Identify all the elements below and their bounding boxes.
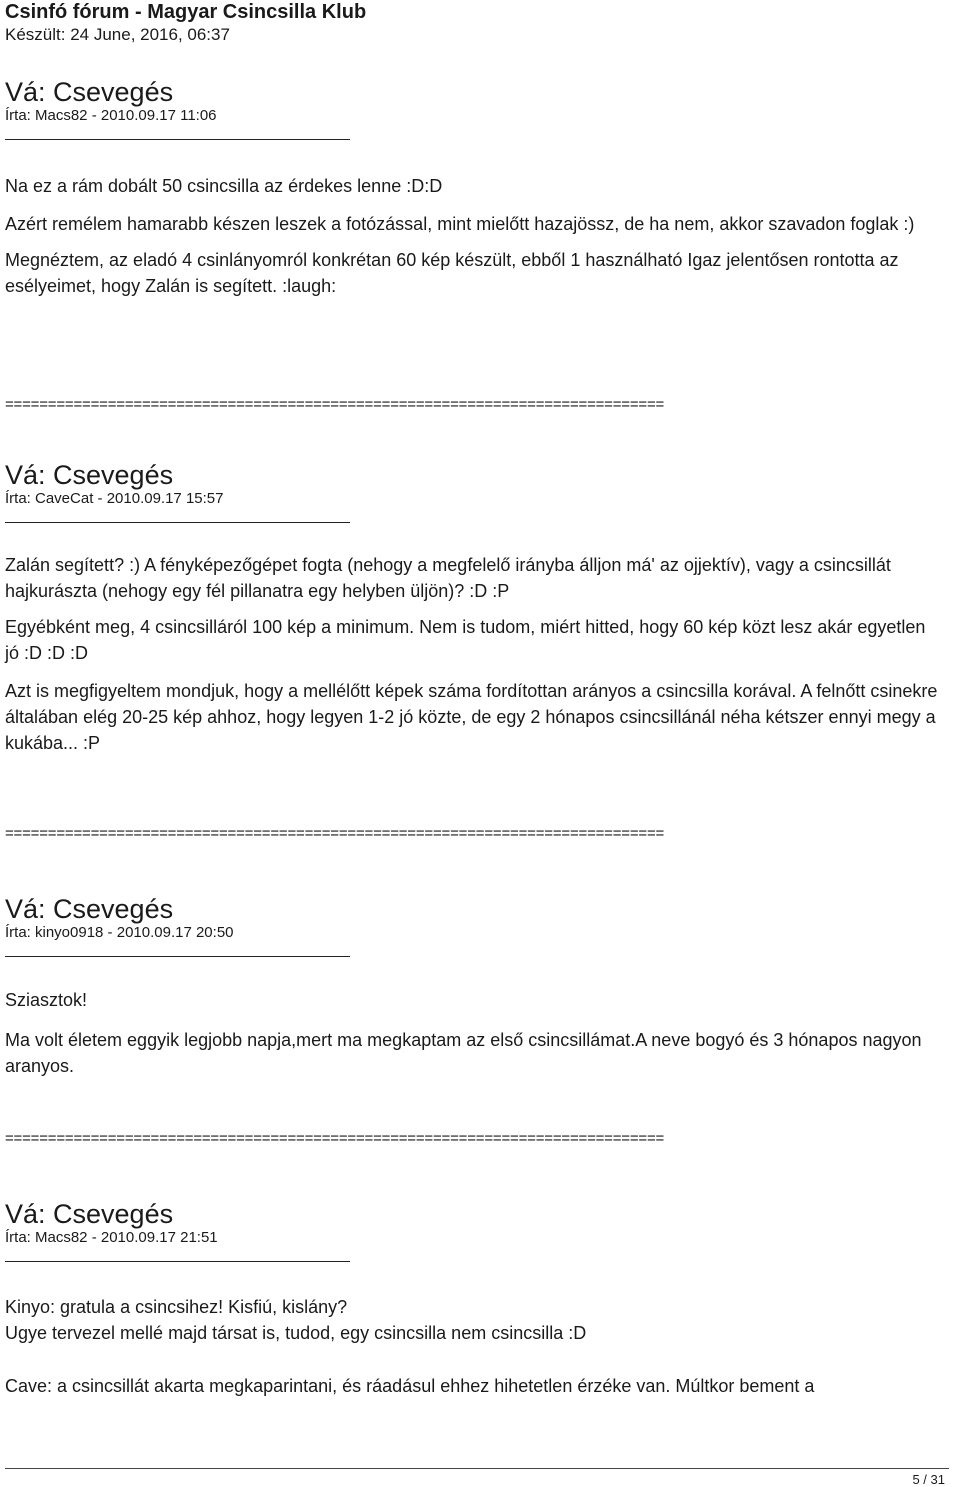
post-byline: Írta: kinyo0918 - 2010.09.17 20:50: [5, 924, 234, 941]
post-byline: Írta: CaveCat - 2010.09.17 15:57: [5, 490, 224, 507]
post: [5, 461, 940, 756]
site-title: Csinfó fórum - Magyar Csincsilla Klub: [5, 1, 367, 23]
post-paragraph: Na ez a rám dobált 50 csincsilla az érdekes lenne :D:D: [5, 176, 443, 196]
byline-rule: [5, 956, 350, 957]
post-title: Vá: Csevegés: [5, 894, 174, 924]
post-paragraph: Egyébként meg, 4 csincsilláról 100 kép a minimum. Nem is tudom, miért hitted, hogy 60 kép közt lesz akár egyetlen jó :D :D :D: [5, 617, 926, 663]
post-paragraph: Ugye tervezel mellé majd társat is, tudod, egy csincsilla nem csincsilla :D: [5, 1323, 587, 1343]
post-paragraph: Azért remélem hamarabb készen leszek a fotózással, mint mielőtt hazajössz, de ha nem, akkor szavadon foglak :): [5, 214, 915, 234]
byline-rule: [5, 1261, 350, 1262]
post-paragraph: Kinyo: gratula a csincsihez! Kisfiú, kislány?: [5, 1297, 348, 1317]
post: [5, 78, 940, 299]
post-paragraph: Ma volt életem eggyik legjobb napja,mert ma megkaptam az első csincsillámat.A neve bogyó és 3 hónapos nagyon aranyos.: [5, 1030, 922, 1076]
post-paragraph: Sziasztok!: [5, 990, 88, 1010]
post-title: Vá: Csevegés: [5, 77, 174, 107]
post-separator: =============================================================================: [5, 396, 665, 413]
post-paragraph: Azt is megfigyeltem mondjuk, hogy a mellélőtt képek száma fordítottan arányos a csincsilla korával. A felnőtt csinekre általában elég 20-25 kép ahhoz, hogy legyen 1-2 jó közte, de egy 2 hónapos csincsillánál néha kétszer ennyi megy a kukába... :P: [5, 681, 938, 753]
page-number: 5 / 31: [912, 1472, 945, 1487]
post-title: Vá: Csevegés: [5, 1199, 174, 1229]
post: [5, 1200, 940, 1399]
post-separator: =============================================================================: [5, 825, 665, 842]
post-paragraph: Cave: a csincsillát akarta megkaparintani, és ráadásul ehhez hihetetlen érzéke van. Múltkor bement a: [5, 1376, 815, 1396]
post-title: Vá: Csevegés: [5, 460, 174, 490]
post-paragraph: Megnéztem, az eladó 4 csinlányomról konkrétan 60 kép készült, ebből 1 használható Igaz jelentősen rontotta az esélyeimet, hogy Zalán is segített. :laugh:: [5, 250, 899, 296]
byline-rule: [5, 522, 350, 523]
post: [5, 895, 940, 1079]
post-paragraph: Zalán segített? :) A fényképezőgépet fogta (nehogy a megfelelő irányba álljon má' az ojjektív), vagy a csincsillát hajkurászta (nehogy egy fél pillanatra egy helyben üljön)? :D :P: [5, 555, 891, 601]
created-date: Készült: 24 June, 2016, 06:37: [5, 25, 230, 44]
post-byline: Írta: Macs82 - 2010.09.17 21:51: [5, 1229, 218, 1246]
footer-rule: [5, 1468, 949, 1469]
post-byline: Írta: Macs82 - 2010.09.17 11:06: [5, 107, 217, 124]
byline-rule: [5, 139, 350, 140]
page-header: [5, 0, 366, 46]
post-separator: =============================================================================: [5, 1130, 665, 1147]
